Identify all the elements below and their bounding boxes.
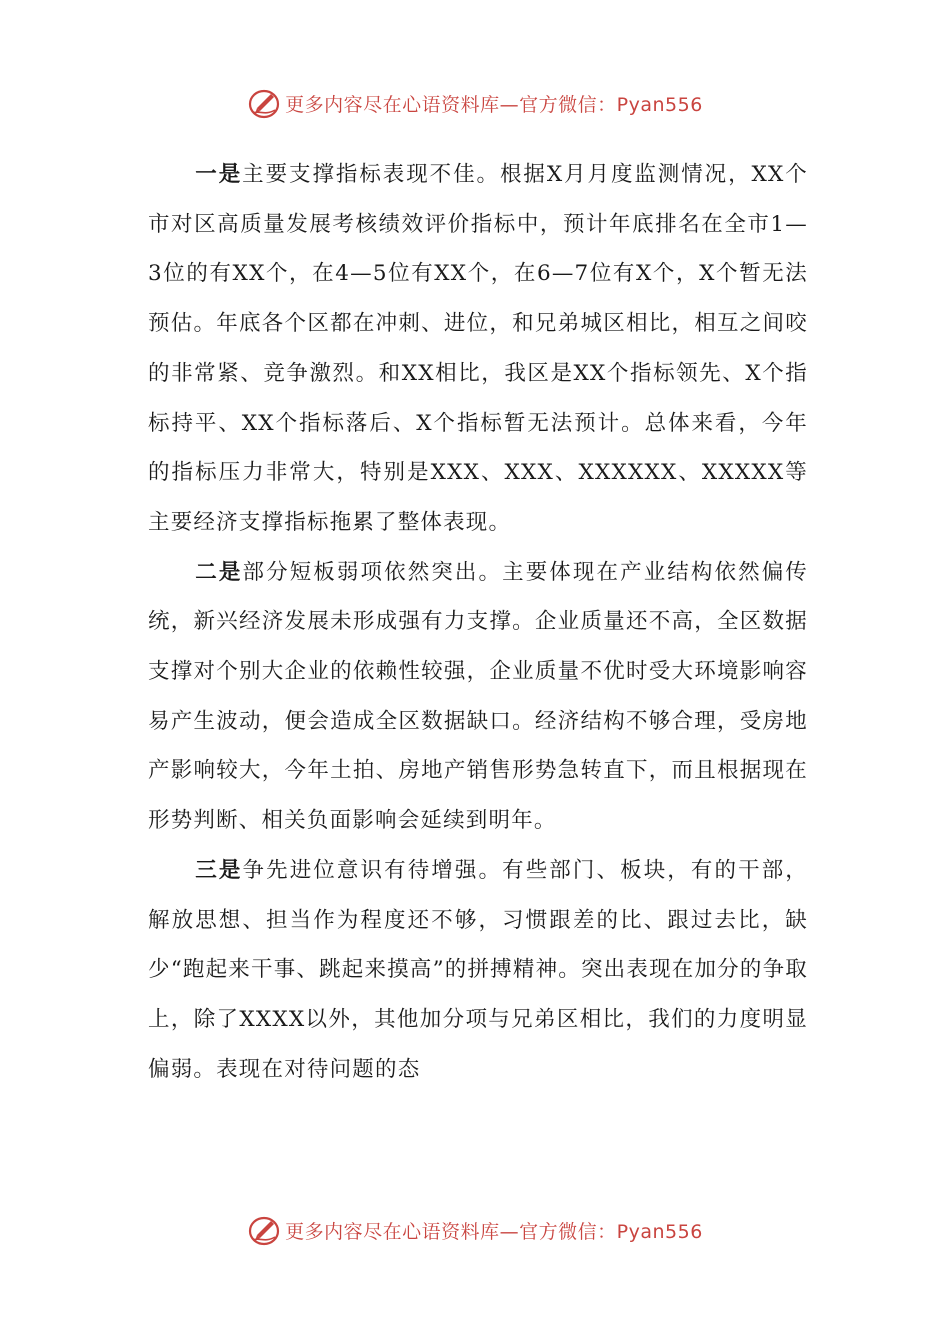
paragraph-1 bbox=[148, 150, 808, 548]
paragraph-text: 部分短板弱项依然突出。主要体现在产业结构依然偏传统，新兴经济发展未形成强有力支撑。企业质量还不高，全区数据支撑对个别大企业的依赖性较强，企业质量不优时受大环境影响容易产生波动，便会造成全区数据缺口。经济结构不够合理，受房地产影响较大，今年土拍、房地产销售形势急转直下，而且根据现在形势判断、相关负面影响会延续到明年。 bbox=[148, 559, 808, 834]
paragraph-lead: 一是 bbox=[195, 162, 243, 187]
paragraph-text: 争先进位意识有待增强。有些部门、板块，有的干部，解放思想、担当作为程度还不够，习惯跟差的比、跟过去比，缺少“跑起来干事、跳起来摸高”的拼搏精神。突出表现在加分的争取上，除了XXXX以外，其他加分项与兄弟区相比，我们的力度明显偏弱。表现在对待问题的态 bbox=[148, 857, 808, 1082]
pen-circle-logo-icon bbox=[247, 86, 281, 120]
paragraph-lead: 二是 bbox=[195, 559, 243, 585]
pen-circle-logo-icon bbox=[247, 1213, 281, 1247]
paragraph-text: 主要支撑指标表现不佳。根据X月月度监测情况，XX个市对区高质量发展考核绩效评价指标中，预计年底排名在全市1—3位的有XX个，在4—5位有XX个，在6—7位有X个，X个暂无法预估。年底各个区都在冲刺、进位，和兄弟城区相比，相互之间咬的非常紧、竞争激烈。和XX相比，我区是XX个指标领先、X个指标持平、XX个指标落后、X个指标暂无法预计。总体来看，今年的指标压力非常大，特别是XXX、XXX、XXXXXX、XXXXX等主要经济支撑指标拖累了整体表现。 bbox=[148, 162, 808, 535]
watermark-text: 更多内容尽在心语资料库—官方微信：Pyan556 bbox=[285, 93, 703, 116]
header-watermark-banner bbox=[0, 83, 950, 123]
paragraph-3 bbox=[148, 846, 808, 1095]
paragraph-2 bbox=[148, 548, 808, 846]
document-body bbox=[148, 150, 808, 1094]
footer-watermark-banner bbox=[0, 1210, 950, 1250]
watermark-text: 更多内容尽在心语资料库—官方微信：Pyan556 bbox=[285, 1220, 703, 1243]
paragraph-lead: 三是 bbox=[195, 857, 243, 883]
